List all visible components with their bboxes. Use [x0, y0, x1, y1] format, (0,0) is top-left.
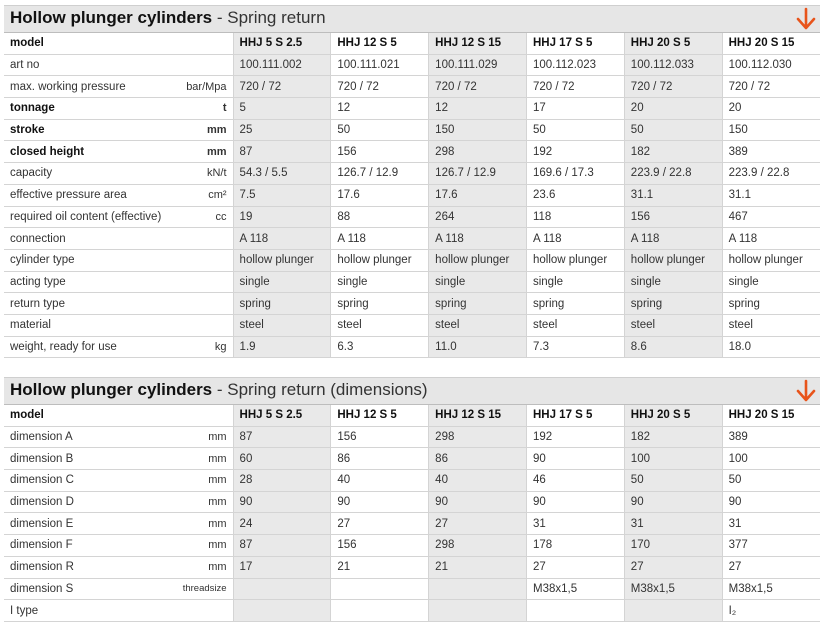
row-unit: mm — [208, 452, 227, 465]
row-label-cell — [4, 119, 233, 141]
value-cell: 24 — [233, 513, 331, 535]
value-cell: 20 — [624, 98, 722, 120]
value-cell: hollow plunger — [722, 249, 820, 271]
table-row — [4, 54, 820, 76]
value-cell: 12 — [429, 98, 527, 120]
table-row — [4, 119, 820, 141]
row-label-cell — [4, 293, 233, 315]
value-cell: 100.112.033 — [624, 54, 722, 76]
value-cell: hollow plunger — [331, 249, 429, 271]
value-cell: 25 — [233, 119, 331, 141]
header-model-label: model — [4, 33, 233, 55]
value-cell: 118 — [526, 206, 624, 228]
value-cell: 182 — [624, 141, 722, 163]
value-cell: 720 / 72 — [722, 76, 820, 98]
value-cell: single — [624, 271, 722, 293]
value-cell: M38x1,5 — [722, 578, 820, 600]
value-cell: 178 — [526, 535, 624, 557]
value-cell: 100.112.030 — [722, 54, 820, 76]
value-cell: 31.1 — [722, 184, 820, 206]
row-unit: kg — [214, 340, 227, 353]
row-label-cell — [4, 206, 233, 228]
table-row — [4, 184, 820, 206]
spec-section-dimensions — [4, 377, 820, 622]
value-cell: 389 — [722, 426, 820, 448]
value-cell: 40 — [429, 470, 527, 492]
row-label: dimension R — [10, 561, 74, 574]
row-label-cell — [4, 578, 233, 600]
header-model-cell: HHJ 12 S 15 — [429, 405, 527, 427]
value-cell: single — [722, 271, 820, 293]
value-cell: single — [233, 271, 331, 293]
value-cell: 150 — [429, 119, 527, 141]
value-cell: 223.9 / 22.8 — [722, 163, 820, 185]
row-label: I type — [10, 604, 39, 617]
value-cell: 20 — [722, 98, 820, 120]
row-label-cell — [4, 535, 233, 557]
value-cell: 27 — [624, 556, 722, 578]
value-cell: 90 — [429, 491, 527, 513]
value-cell: 50 — [526, 119, 624, 141]
value-cell: 54.3 / 5.5 — [233, 163, 331, 185]
header-model-cell: HHJ 5 S 2.5 — [233, 33, 331, 55]
value-cell: 5 — [233, 98, 331, 120]
value-cell: 31 — [624, 513, 722, 535]
row-label: acting type — [10, 275, 66, 288]
row-unit: mm — [208, 561, 227, 574]
row-label: connection — [10, 232, 66, 245]
table-row — [4, 271, 820, 293]
row-label-cell — [4, 228, 233, 250]
value-cell — [233, 600, 331, 622]
value-cell: steel — [233, 314, 331, 336]
value-cell — [429, 578, 527, 600]
value-cell: 21 — [331, 556, 429, 578]
value-cell: 720 / 72 — [624, 76, 722, 98]
value-cell: 720 / 72 — [429, 76, 527, 98]
value-cell: 377 — [722, 535, 820, 557]
value-cell: 264 — [429, 206, 527, 228]
value-cell: 11.0 — [429, 336, 527, 358]
row-unit: threadsize — [182, 583, 227, 595]
value-cell: 150 — [722, 119, 820, 141]
value-cell: 17.6 — [429, 184, 527, 206]
value-cell: A 118 — [722, 228, 820, 250]
row-label-cell — [4, 271, 233, 293]
down-arrow-icon[interactable] — [795, 7, 817, 31]
value-cell: spring — [722, 293, 820, 315]
table-row — [4, 513, 820, 535]
value-cell: steel — [624, 314, 722, 336]
value-cell: 50 — [722, 470, 820, 492]
row-label: dimension A — [10, 431, 73, 444]
table-row — [4, 578, 820, 600]
value-cell: 156 — [331, 426, 429, 448]
value-cell: 28 — [233, 470, 331, 492]
value-cell — [624, 600, 722, 622]
value-cell: 17 — [526, 98, 624, 120]
value-cell: 100.111.021 — [331, 54, 429, 76]
value-cell: 156 — [331, 535, 429, 557]
header-model-cell: HHJ 12 S 5 — [331, 33, 429, 55]
value-cell: 90 — [624, 491, 722, 513]
value-cell: 12 — [331, 98, 429, 120]
value-cell: 7.5 — [233, 184, 331, 206]
value-cell: 21 — [429, 556, 527, 578]
row-label: dimension S — [10, 582, 74, 595]
value-cell: 389 — [722, 141, 820, 163]
value-cell — [331, 578, 429, 600]
row-label-cell — [4, 184, 233, 206]
row-label-cell — [4, 448, 233, 470]
value-cell: 18.0 — [722, 336, 820, 358]
row-label-cell — [4, 54, 233, 76]
value-cell: 27 — [429, 513, 527, 535]
table-row — [4, 535, 820, 557]
row-label-cell — [4, 470, 233, 492]
value-cell: 192 — [526, 141, 624, 163]
value-cell: 156 — [624, 206, 722, 228]
row-label-cell — [4, 141, 233, 163]
value-cell — [233, 578, 331, 600]
value-cell: 90 — [722, 491, 820, 513]
table-header-row — [4, 33, 820, 55]
value-cell: 1.9 — [233, 336, 331, 358]
value-cell: 298 — [429, 535, 527, 557]
value-cell: hollow plunger — [233, 249, 331, 271]
value-cell: hollow plunger — [526, 249, 624, 271]
section-title: Hollow plunger cylinders - Spring return — [10, 8, 326, 27]
table-row — [4, 336, 820, 358]
row-label: material — [10, 319, 51, 332]
row-label: return type — [10, 297, 65, 310]
row-label-cell — [4, 163, 233, 185]
header-model-label: model — [4, 405, 233, 427]
value-cell: 27 — [331, 513, 429, 535]
value-cell: single — [429, 271, 527, 293]
row-unit: t — [222, 102, 227, 115]
value-cell: 90 — [526, 448, 624, 470]
value-cell: 100 — [722, 448, 820, 470]
value-cell: 50 — [331, 119, 429, 141]
header-model-cell: HHJ 17 S 5 — [526, 405, 624, 427]
row-label: required oil content (effective) — [10, 210, 162, 223]
value-cell: 19 — [233, 206, 331, 228]
spec-table — [4, 32, 820, 358]
value-cell: 126.7 / 12.9 — [331, 163, 429, 185]
value-cell: 100.112.023 — [526, 54, 624, 76]
value-cell: 27 — [526, 556, 624, 578]
value-cell — [526, 600, 624, 622]
value-cell: spring — [526, 293, 624, 315]
row-label: art no — [10, 59, 40, 72]
value-cell: 100.111.002 — [233, 54, 331, 76]
section-title: Hollow plunger cylinders - Spring return (dimensions) — [10, 380, 428, 399]
value-cell: A 118 — [526, 228, 624, 250]
value-cell: 90 — [526, 491, 624, 513]
row-label: cylinder type — [10, 254, 75, 267]
table-header-row — [4, 405, 820, 427]
table-row — [4, 600, 820, 622]
dimensions-table — [4, 404, 820, 622]
table-row — [4, 491, 820, 513]
value-cell: single — [331, 271, 429, 293]
row-label-cell — [4, 76, 233, 98]
value-cell: steel — [331, 314, 429, 336]
table-row — [4, 141, 820, 163]
row-label-cell — [4, 336, 233, 358]
row-label-cell — [4, 556, 233, 578]
row-label: dimension C — [10, 474, 74, 487]
row-unit: mm — [208, 517, 227, 530]
value-cell: 182 — [624, 426, 722, 448]
value-cell: 720 / 72 — [331, 76, 429, 98]
value-cell — [331, 600, 429, 622]
table-row — [4, 556, 820, 578]
row-unit: bar/Mpa — [186, 80, 227, 93]
table-row — [4, 206, 820, 228]
value-cell: 31 — [526, 513, 624, 535]
row-label-cell — [4, 600, 233, 622]
value-cell: 720 / 72 — [233, 76, 331, 98]
header-model-cell: HHJ 17 S 5 — [526, 33, 624, 55]
value-cell: 169.6 / 17.3 — [526, 163, 624, 185]
row-label-cell — [4, 98, 233, 120]
value-cell: A 118 — [429, 228, 527, 250]
value-cell: spring — [233, 293, 331, 315]
value-cell: hollow plunger — [624, 249, 722, 271]
section-title-bar — [4, 5, 820, 32]
row-label: tonnage — [10, 102, 55, 115]
table-row — [4, 426, 820, 448]
value-cell: 17.6 — [331, 184, 429, 206]
value-cell: spring — [624, 293, 722, 315]
row-unit: mm — [208, 539, 227, 552]
row-label-cell — [4, 491, 233, 513]
row-label-cell — [4, 314, 233, 336]
value-cell: 156 — [331, 141, 429, 163]
value-cell: steel — [526, 314, 624, 336]
value-cell: 7.3 — [526, 336, 624, 358]
value-cell: 8.6 — [624, 336, 722, 358]
header-model-cell: HHJ 12 S 15 — [429, 33, 527, 55]
row-unit: kN/t — [206, 167, 227, 180]
value-cell: 100 — [624, 448, 722, 470]
value-cell — [429, 600, 527, 622]
value-cell: steel — [722, 314, 820, 336]
value-cell: 40 — [331, 470, 429, 492]
header-model-cell: HHJ 20 S 15 — [722, 33, 820, 55]
row-label: dimension E — [10, 517, 74, 530]
header-model-cell: HHJ 5 S 2.5 — [233, 405, 331, 427]
value-cell: 86 — [331, 448, 429, 470]
section-title-bar — [4, 377, 820, 404]
value-cell: spring — [331, 293, 429, 315]
value-cell: 170 — [624, 535, 722, 557]
value-cell: spring — [429, 293, 527, 315]
row-label: dimension D — [10, 496, 74, 509]
table-row — [4, 76, 820, 98]
value-cell: I₂ — [722, 600, 820, 622]
value-cell: 6.3 — [331, 336, 429, 358]
row-label: closed height — [10, 145, 85, 158]
row-label-cell — [4, 513, 233, 535]
table-row — [4, 249, 820, 271]
header-model-cell: HHJ 20 S 15 — [722, 405, 820, 427]
table-row — [4, 293, 820, 315]
value-cell: 46 — [526, 470, 624, 492]
header-model-cell: HHJ 20 S 5 — [624, 405, 722, 427]
table-row — [4, 448, 820, 470]
row-label-cell — [4, 249, 233, 271]
value-cell: 17 — [233, 556, 331, 578]
value-cell: A 118 — [233, 228, 331, 250]
table-row — [4, 98, 820, 120]
header-model-cell: HHJ 12 S 5 — [331, 405, 429, 427]
row-label: weight, ready for use — [10, 340, 117, 353]
table-row — [4, 228, 820, 250]
value-cell: 90 — [331, 491, 429, 513]
table-row — [4, 470, 820, 492]
value-cell: 298 — [429, 141, 527, 163]
row-unit: mm — [208, 431, 227, 444]
value-cell: 100.111.029 — [429, 54, 527, 76]
table-row — [4, 314, 820, 336]
value-cell: 27 — [722, 556, 820, 578]
value-cell: 23.6 — [526, 184, 624, 206]
value-cell: 223.9 / 22.8 — [624, 163, 722, 185]
value-cell: 88 — [331, 206, 429, 228]
row-label: dimension B — [10, 452, 74, 465]
table-row — [4, 163, 820, 185]
row-unit: mm — [206, 145, 227, 158]
row-label-cell — [4, 426, 233, 448]
value-cell: steel — [429, 314, 527, 336]
value-cell: 31.1 — [624, 184, 722, 206]
value-cell: 298 — [429, 426, 527, 448]
value-cell: 86 — [429, 448, 527, 470]
value-cell: 31 — [722, 513, 820, 535]
value-cell: 467 — [722, 206, 820, 228]
header-model-cell: HHJ 20 S 5 — [624, 33, 722, 55]
value-cell: 87 — [233, 426, 331, 448]
value-cell: 90 — [233, 491, 331, 513]
value-cell: M38x1,5 — [526, 578, 624, 600]
row-label: capacity — [10, 167, 53, 180]
row-label: effective pressure area — [10, 189, 127, 202]
row-unit: cc — [215, 210, 227, 223]
spec-section-spring-return — [4, 5, 820, 358]
row-unit: mm — [208, 496, 227, 509]
row-unit: mm — [208, 474, 227, 487]
value-cell: M38x1,5 — [624, 578, 722, 600]
value-cell: hollow plunger — [429, 249, 527, 271]
value-cell: 192 — [526, 426, 624, 448]
row-unit: cm² — [208, 189, 227, 202]
row-label: dimension F — [10, 539, 73, 552]
value-cell: 126.7 / 12.9 — [429, 163, 527, 185]
value-cell: 720 / 72 — [526, 76, 624, 98]
row-label: stroke — [10, 124, 45, 137]
down-arrow-icon[interactable] — [795, 379, 817, 403]
value-cell: A 118 — [331, 228, 429, 250]
value-cell: 87 — [233, 535, 331, 557]
row-label: max. working pressure — [10, 80, 126, 93]
value-cell: A 118 — [624, 228, 722, 250]
value-cell: 50 — [624, 119, 722, 141]
row-unit: mm — [206, 124, 227, 137]
value-cell: single — [526, 271, 624, 293]
value-cell: 87 — [233, 141, 331, 163]
value-cell: 60 — [233, 448, 331, 470]
value-cell: 50 — [624, 470, 722, 492]
